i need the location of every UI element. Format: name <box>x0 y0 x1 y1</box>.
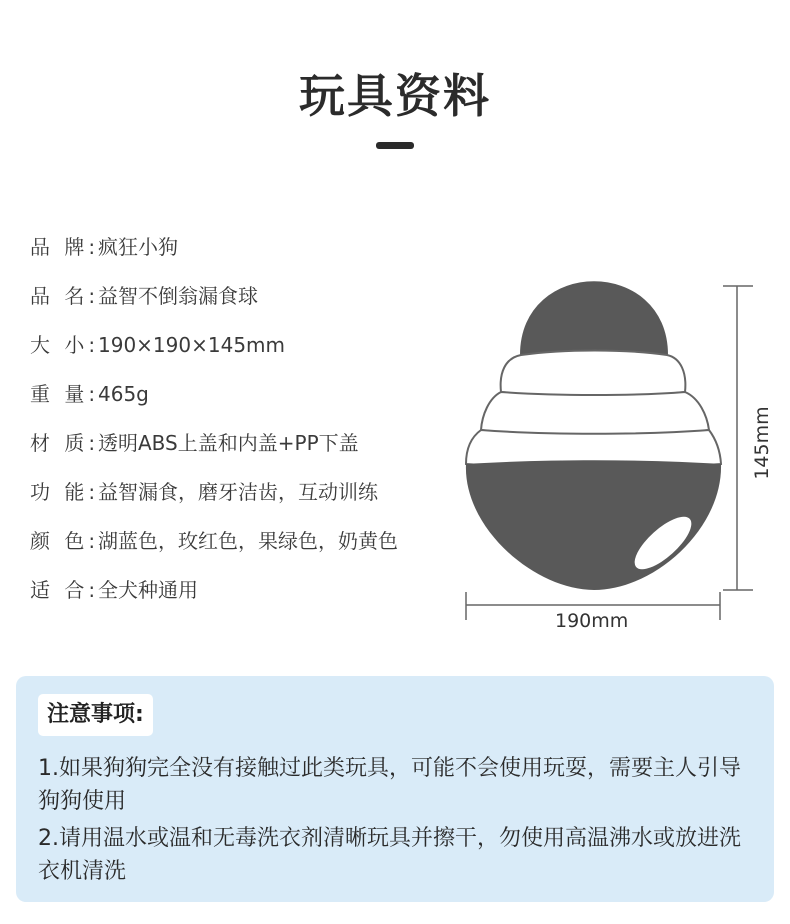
notice-item-1: 1.如果狗狗完全没有接触过此类玩具，可能不会使用玩耍，需要主人引导狗狗使用 <box>38 756 741 814</box>
spec-key: 大 小: <box>30 333 100 357</box>
spec-key: 功 能: <box>30 480 100 504</box>
spec-key: 品 牌: <box>30 235 100 259</box>
toy-ring-middle <box>481 392 709 436</box>
notice-item-2: 2.请用温水或温和无毒洗衣剂清晰玩具并擦干，勿使用高温沸水或放进洗衣机清洗 <box>38 826 741 884</box>
spec-row-color <box>30 526 398 575</box>
page-title: 玩具资料 <box>299 69 491 123</box>
spec-key: 适 合: <box>30 578 100 602</box>
product-dimension-diagram <box>455 278 775 638</box>
height-dimension-label: 145mm <box>751 406 773 480</box>
spec-row-weight <box>30 379 398 428</box>
spec-value: 益智不倒翁漏食球 <box>98 284 258 308</box>
width-dimension-label: 190mm <box>555 610 629 632</box>
spec-value: 全犬种通用 <box>98 578 198 602</box>
spec-value: 益智漏食，磨牙洁齿，互动训练 <box>98 480 378 504</box>
spec-key: 颜 色: <box>30 529 100 553</box>
spec-row-brand <box>30 232 398 281</box>
spec-row-product-name <box>30 281 398 330</box>
spec-value: 透明ABS上盖和内盖+PP下盖 <box>98 431 359 455</box>
spec-row-suitable <box>30 575 398 624</box>
spec-row-size <box>30 330 398 379</box>
notice-heading: 注意事项: <box>38 694 153 736</box>
spec-row-material <box>30 428 398 477</box>
toy-ring-upper <box>501 351 686 397</box>
toy-top-dome <box>521 282 667 355</box>
spec-key: 材 质: <box>30 431 100 455</box>
spec-value: 湖蓝色，玫红色，果绿色，奶黄色 <box>98 529 398 553</box>
spec-list <box>30 232 398 624</box>
spec-value: 465g <box>98 382 149 406</box>
spec-row-function <box>30 477 398 526</box>
notice-panel <box>16 676 774 902</box>
title-underline <box>376 142 414 149</box>
spec-key: 重 量: <box>30 382 100 406</box>
spec-key: 品 名: <box>30 284 100 308</box>
spec-value: 190×190×145mm <box>98 333 286 357</box>
spec-value: 疯狂小狗 <box>98 235 178 259</box>
